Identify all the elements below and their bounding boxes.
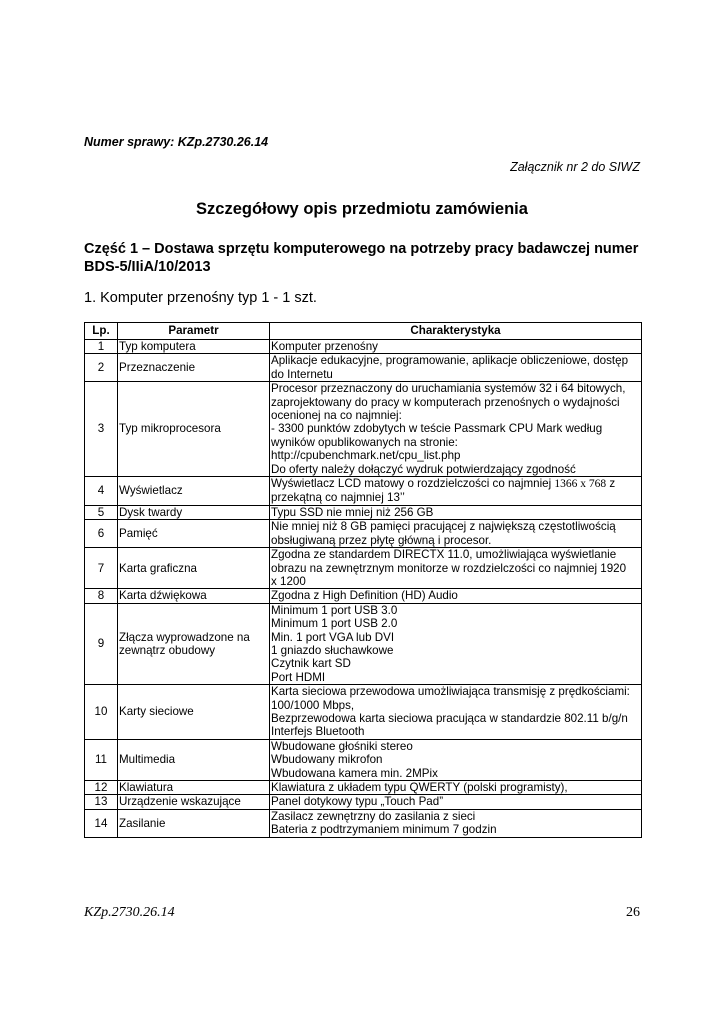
row-characteristics bbox=[270, 477, 642, 506]
characteristic-line: Zgodna z High Definition (HD) Audio bbox=[271, 589, 458, 603]
characteristic-line: Do oferty należy dołączyć wydruk potwierdzający zgodność bbox=[271, 462, 576, 476]
row-characteristics bbox=[270, 795, 642, 809]
characteristic-line: Wbudowane głośniki stereo bbox=[271, 739, 413, 753]
characteristic-text: Wyświetlacz LCD matowy o rozdzielczości co najmniej bbox=[271, 477, 552, 491]
characteristic-line: obrazu na zewnętrznym monitorze w rozdzielczości co najmniej 1920 bbox=[271, 561, 627, 575]
header-parameter: Parametr bbox=[118, 323, 270, 340]
row-parameter: Typ komputera bbox=[118, 340, 270, 354]
row-characteristics bbox=[270, 548, 642, 589]
part-heading: Część 1 – Dostawa sprzętu komputerowego na potrzeby pracy badawczej numer BDS-5/IIiA/10/2013 bbox=[84, 241, 639, 275]
row-characteristics bbox=[270, 520, 642, 548]
characteristic-line: Minimum 1 port USB 3.0 bbox=[271, 603, 398, 617]
row-number: 2 bbox=[85, 354, 118, 382]
characteristic-line: Panel dotykowy typu „Touch Pad” bbox=[271, 795, 444, 809]
characteristic-line: Interfejs Bluetooth bbox=[271, 725, 365, 739]
characteristic-line: Zasilacz zewnętrzny do zasilania z sieci bbox=[271, 809, 476, 823]
case-number: Numer sprawy: KZp.2730.26.14 bbox=[84, 135, 269, 149]
row-characteristics bbox=[270, 382, 642, 477]
characteristic-line: Zgodna ze standardem DIRECTX 11.0, umożliwiająca wyświetlanie bbox=[271, 548, 617, 562]
characteristic-line: Minimum 1 port USB 2.0 bbox=[271, 617, 398, 631]
row-number: 4 bbox=[85, 477, 118, 506]
row-number: 7 bbox=[85, 548, 118, 589]
row-parameter: Multimedia bbox=[118, 739, 270, 780]
header-characteristics: Charakterystyka bbox=[270, 323, 642, 340]
page-number: 26 bbox=[626, 905, 640, 920]
row-characteristics bbox=[270, 505, 642, 519]
table-row bbox=[85, 781, 642, 795]
resolution-value: 1366 x 768 bbox=[554, 478, 607, 491]
characteristic-line: Karta sieciowa przewodowa umożliwiająca transmisję z prędkościami: bbox=[271, 685, 630, 699]
row-characteristics bbox=[270, 809, 642, 837]
resolution-suffix: z bbox=[606, 477, 616, 491]
row-parameter: Karta dźwiękowa bbox=[118, 589, 270, 603]
characteristic-line: Wbudowany mikrofon bbox=[271, 753, 383, 767]
row-number: 11 bbox=[85, 739, 118, 780]
characteristic-line: 1 gniazdo słuchawkowe bbox=[271, 643, 394, 657]
characteristic-line: Typu SSD nie mniej niż 256 GB bbox=[271, 505, 434, 519]
row-parameter: Dysk twardy bbox=[118, 505, 270, 519]
characteristic-line: Klawiatura z układem typu QWERTY (polski programisty), bbox=[271, 781, 568, 794]
row-number: 12 bbox=[85, 781, 118, 795]
characteristic-line: Aplikacje edukacyjne, programowanie, aplikacje obliczeniowe, dostęp bbox=[271, 354, 629, 368]
row-parameter: Klawiatura bbox=[118, 781, 270, 795]
row-characteristics bbox=[270, 781, 642, 795]
table-row bbox=[85, 739, 642, 780]
characteristic-line: Czytnik kart SD bbox=[271, 657, 351, 671]
row-characteristics bbox=[270, 603, 642, 684]
row-number: 1 bbox=[85, 340, 118, 354]
characteristic-line: przekątną co najmniej 13’’ bbox=[271, 491, 405, 505]
characteristic-line: Bateria z podtrzymaniem minimum 7 godzin bbox=[271, 823, 497, 837]
row-parameter: Pamięć bbox=[118, 520, 270, 548]
row-number: 8 bbox=[85, 589, 118, 603]
specification-table bbox=[84, 322, 642, 838]
characteristic-line: Wbudowana kamera min. 2MPix bbox=[271, 766, 438, 780]
row-parameter: Karty sieciowe bbox=[118, 685, 270, 740]
row-parameter: Przeznaczenie bbox=[118, 354, 270, 382]
characteristic-line: wyników opublikowanych na stronie: bbox=[271, 435, 458, 449]
characteristic-line: x 1200 bbox=[271, 574, 306, 588]
characteristic-line: obsługiwaną przez płytę główną i procesor. bbox=[271, 533, 492, 547]
document-title: Szczegółowy opis przedmiotu zamówienia bbox=[196, 200, 528, 218]
characteristic-line: zaprojektowany do pracy w komputerach przenośnych o wydajności bbox=[271, 395, 620, 409]
row-number: 6 bbox=[85, 520, 118, 548]
table-body bbox=[85, 340, 642, 838]
row-parameter: Złącza wyprowadzone na zewnątrz obudowy bbox=[118, 603, 270, 684]
row-parameter: Typ mikroprocesora bbox=[118, 382, 270, 477]
row-number: 14 bbox=[85, 809, 118, 837]
characteristic-line: http://cpubenchmark.net/cpu_list.php bbox=[271, 449, 461, 463]
characteristic-line: Bezprzewodowa karta sieciowa pracująca w standardzie 802.11 b/g/n bbox=[271, 711, 628, 725]
row-parameter: Urządzenie wskazujące bbox=[118, 795, 270, 809]
characteristic-line: - 3300 punktów zdobytych w teście Passmark CPU Mark według bbox=[271, 422, 603, 436]
characteristic-line: Port HDMI bbox=[271, 670, 326, 684]
table-row bbox=[85, 354, 642, 382]
table-row bbox=[85, 603, 642, 684]
table-row bbox=[85, 548, 642, 589]
characteristic-line bbox=[271, 477, 640, 491]
header-lp: Lp. bbox=[85, 323, 118, 340]
table-row bbox=[85, 382, 642, 477]
row-number: 5 bbox=[85, 505, 118, 519]
characteristic-line: 100/1000 Mbps, bbox=[271, 698, 355, 712]
footer-case-number: KZp.2730.26.14 bbox=[84, 905, 175, 920]
characteristic-line: ocenionej na co najmniej: bbox=[271, 409, 402, 423]
table-row bbox=[85, 589, 642, 603]
row-number: 3 bbox=[85, 382, 118, 477]
table-row bbox=[85, 809, 642, 837]
table-row bbox=[85, 795, 642, 809]
row-number: 10 bbox=[85, 685, 118, 740]
row-parameter: Wyświetlacz bbox=[118, 477, 270, 506]
row-characteristics bbox=[270, 685, 642, 740]
row-characteristics bbox=[270, 589, 642, 603]
characteristic-line: Nie mniej niż 8 GB pamięci pracującej z największą częstotliwością bbox=[271, 520, 616, 534]
table-row bbox=[85, 520, 642, 548]
row-number: 9 bbox=[85, 603, 118, 684]
item-heading: 1. Komputer przenośny typ 1 - 1 szt. bbox=[84, 290, 317, 306]
table-header-row bbox=[85, 323, 642, 340]
row-characteristics bbox=[270, 354, 642, 382]
table-row bbox=[85, 340, 642, 354]
row-characteristics bbox=[270, 340, 642, 354]
attachment-label: Załącznik nr 2 do SIWZ bbox=[510, 160, 640, 174]
characteristic-line: do Internetu bbox=[271, 367, 333, 381]
table-row bbox=[85, 505, 642, 519]
table-row bbox=[85, 477, 642, 506]
characteristic-line: Procesor przeznaczony do uruchamiania systemów 32 i 64 bitowych, bbox=[271, 382, 626, 396]
characteristic-line: Min. 1 port VGA lub DVI bbox=[271, 630, 395, 644]
row-number: 13 bbox=[85, 795, 118, 809]
row-parameter: Zasilanie bbox=[118, 809, 270, 837]
row-parameter: Karta graficzna bbox=[118, 548, 270, 589]
characteristic-line: Komputer przenośny bbox=[271, 340, 378, 353]
row-characteristics bbox=[270, 739, 642, 780]
table-row bbox=[85, 685, 642, 740]
